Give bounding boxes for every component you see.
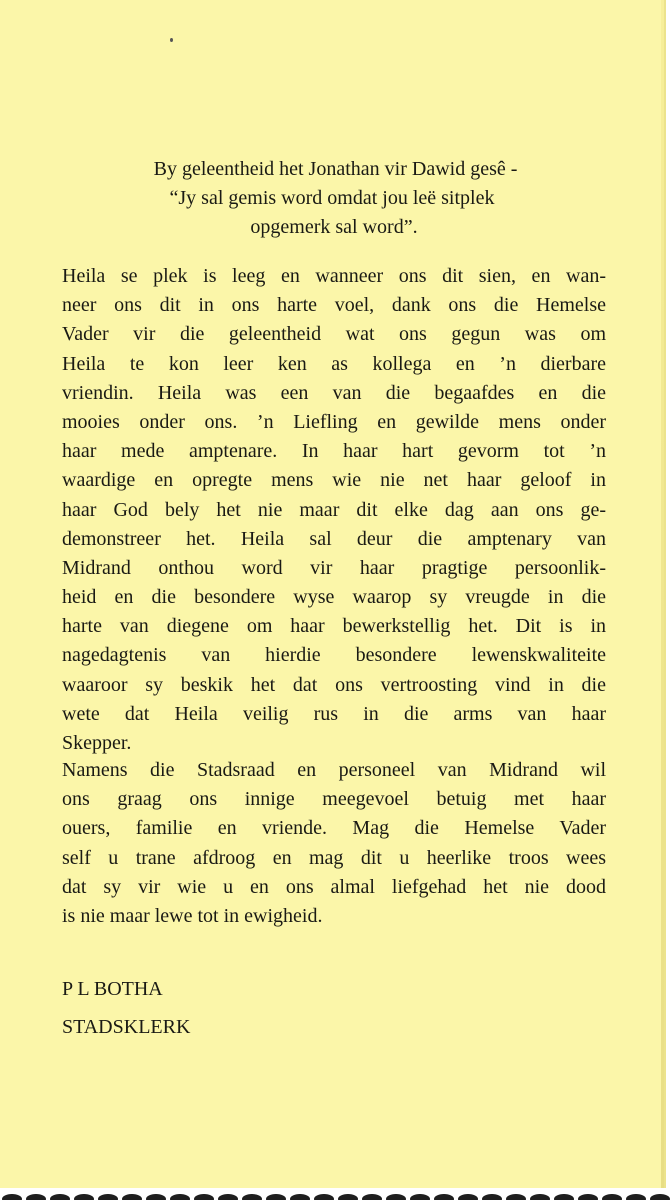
paragraph-line: wete dat Heila veilig rus in die arms van haar — [62, 702, 606, 725]
paragraph-line: Skepper. — [62, 732, 132, 754]
paragraph-line: haar mede amptenare. In haar hart gevorm tot ’n — [62, 440, 606, 463]
paragraph-line: Midrand onthou word vir haar pragtige persoonlik- — [62, 556, 606, 579]
quote-block — [0, 155, 664, 243]
paragraph-line: demonstreer het. Heila sal deur die amptenary van — [62, 527, 606, 550]
paragraph-line: ons graag ons innige meegevoel betuig met haar — [62, 788, 606, 811]
paragraph-line: waardige en opregte mens wie nie net haar geloof in — [62, 469, 606, 492]
paragraph-line: neer ons dit in ons harte voel, dank ons die Hemelse — [62, 294, 606, 317]
signature-block — [62, 970, 190, 1046]
tribute-paragraph — [62, 262, 606, 758]
scalloped-edge — [0, 1188, 672, 1200]
paragraph-line: Heila se plek is leeg en wanneer ons dit sien, en wan- — [62, 265, 606, 287]
paragraph-line: self u trane afdroog en mag dit u heerlike troos wees — [62, 846, 606, 869]
paragraph-line: harte van diegene om haar bewerkstellig het. Dit is in — [62, 615, 606, 638]
paper-speck — [170, 38, 173, 42]
paragraph-line: Namens die Stadsraad en personeel van Midrand wil — [62, 759, 606, 781]
paragraph-line: Vader vir die geleentheid wat ons gegun was om — [62, 323, 606, 346]
paragraph-line: nagedagtenis van hierdie besondere lewenskwaliteite — [62, 644, 606, 667]
quote-line: “Jy sal gemis word omdat jou leë sitplek — [169, 187, 495, 210]
quote-line: By geleentheid het Jonathan vir Dawid gesê - — [153, 158, 518, 180]
signatory-name: P L BOTHA — [62, 978, 163, 1000]
condolence-paragraph — [62, 756, 606, 931]
paragraph-line: haar God bely het nie maar dit elke dag aan ons ge- — [62, 498, 606, 521]
paragraph-line: heid en die besondere wyse waarop sy vreugde in die — [62, 586, 606, 609]
signatory-title: STADSKLERK — [62, 1016, 191, 1038]
paragraph-line: mooies onder ons. ’n Liefling en gewilde mens onder — [62, 410, 606, 433]
quote-line: opgemerk sal word”. — [250, 216, 418, 239]
paragraph-line: vriendin. Heila was een van die begaafdes en die — [62, 381, 606, 404]
paragraph-line: waaroor sy beskik het dat ons vertroosting vind in die — [62, 673, 606, 696]
paragraph-line: Heila te kon leer ken as kollega en ’n dierbare — [62, 352, 606, 375]
paragraph-line: is nie maar lewe tot in ewigheid. — [62, 904, 323, 927]
paragraph-line: dat sy vir wie u en ons almal liefgehad het nie dood — [62, 875, 606, 898]
paragraph-line: ouers, familie en vriende. Mag die Hemelse Vader — [62, 817, 606, 840]
